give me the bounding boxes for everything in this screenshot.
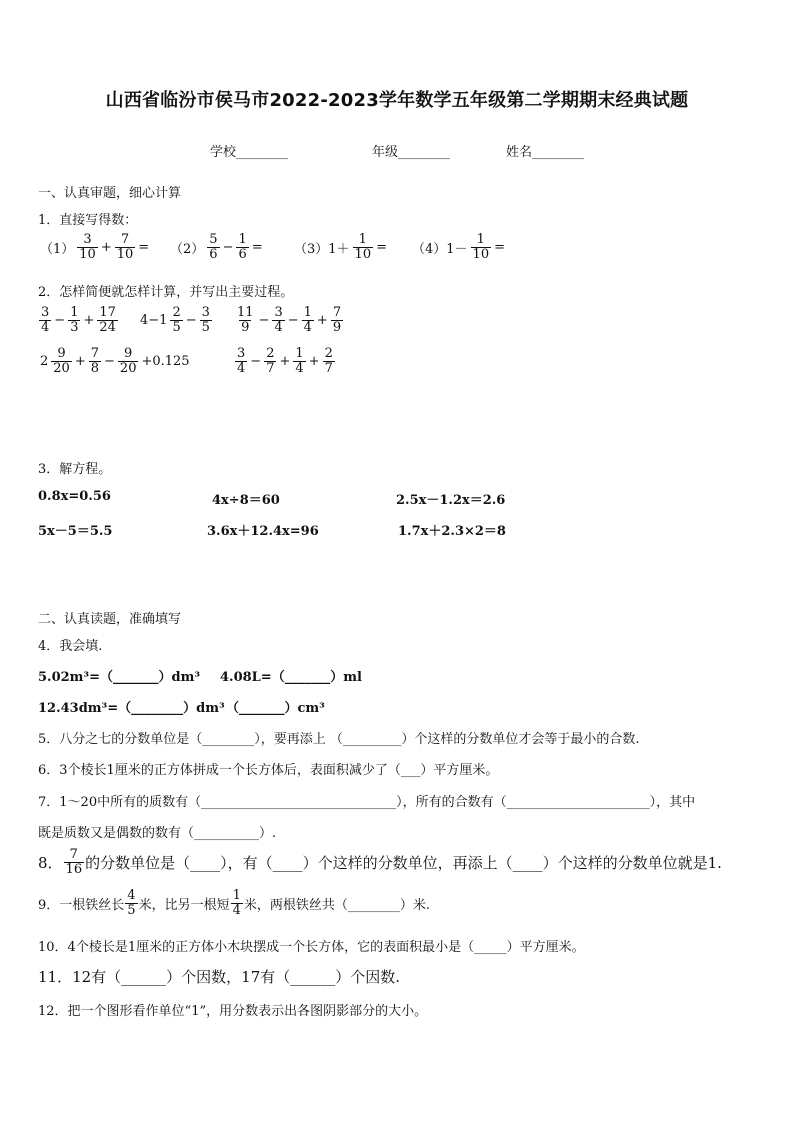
expression-lead: 4−1	[140, 313, 168, 328]
q1-item-prefix: （4）1－	[412, 242, 468, 257]
page-title: 山西省临汾市侯马市2022-2023学年数学五年级第二学期期末经典试题	[105, 90, 689, 111]
question-2-label: 2．怎样简便就怎样计算，并写出主要过程。	[38, 285, 294, 300]
question-8	[38, 848, 722, 877]
q1-item-1	[38, 233, 151, 262]
fraction: $\frac{11}{9}$	[237, 305, 254, 335]
fraction: $\frac{1}{4}$	[232, 888, 241, 918]
fraction: $\frac{9}{20}$	[119, 346, 137, 376]
operator: −	[222, 240, 234, 255]
operator: +	[279, 354, 291, 369]
equals-sign: =	[251, 240, 263, 255]
q2-expression-1	[38, 306, 119, 335]
question-6: 6．3个棱长1厘米的正方体拼成一个长方体后，表面积减少了（___）平方厘米。	[38, 763, 499, 778]
question-10: 10．4个棱长是1厘米的正方体小木块摆成一个长方体，它的表面积最小是（_____）平方厘米。	[38, 940, 585, 955]
q4-fill-1: 5.02m³=（_______）dm³	[38, 670, 201, 685]
expression-lead: 2	[40, 354, 49, 369]
section-heading-1: 一、认真审题，细心计算	[38, 186, 182, 201]
question-9-post: 米，两根铁丝共（________）米.	[243, 898, 430, 913]
question-7-line-2: 既是质数又是偶数的数有（__________）.	[38, 826, 277, 841]
q1-item-prefix: （1）	[40, 242, 75, 257]
q1-item-4	[410, 233, 507, 262]
fraction: $\frac{1}{3}$	[70, 305, 79, 335]
fraction: $\frac{5}{6}$	[209, 232, 218, 262]
fraction: $\frac{3}{4}$	[237, 346, 246, 376]
operator: +	[74, 354, 86, 369]
operator: +	[308, 354, 320, 369]
expression-tail: +0.125	[141, 354, 190, 369]
operator: −	[185, 313, 197, 328]
fraction: $\frac{4}{5}$	[127, 888, 136, 918]
fraction: $\frac{7}{9}$	[332, 305, 342, 335]
fraction: $\frac{3}{5}$	[201, 305, 210, 335]
equals-sign: =	[138, 240, 150, 255]
fraction: $\frac{3}{10}$	[79, 232, 96, 262]
question-8-text: 的分数单位是（____），有（____）个这样的分数单位，再添上（____）个这样的分数单位就是1.	[85, 854, 722, 872]
fraction: $\frac{3}{4}$	[41, 305, 50, 335]
fraction: $\frac{1}{6}$	[238, 232, 247, 262]
fraction: $\frac{1}{10}$	[472, 232, 490, 262]
q4-fill-4: （_______）cm³	[226, 701, 325, 716]
fraction: $\frac{3}{4}$	[274, 305, 283, 335]
fraction: $\frac{7}{16}$	[65, 847, 83, 877]
q2-expression-3	[234, 306, 344, 335]
fraction: $\frac{7}{10}$	[116, 232, 134, 262]
fraction: $\frac{2}{7}$	[266, 346, 275, 376]
equation: 1.7x＋2.3×2＝8	[398, 524, 506, 539]
question-7-line-1: 7．1～20中所有的质数有（______________________________），所有的合数有（______________________），其中	[38, 795, 696, 810]
operator: −	[104, 354, 115, 369]
q4-fill-3: 12.43dm³=（________）dm³	[38, 701, 225, 716]
operator: +	[100, 240, 112, 255]
q2-expression-2	[138, 306, 213, 335]
question-5: 5．八分之七的分数单位是（________），要再添上 （_________）个这样的分数单位才会等于最小的合数.	[38, 732, 640, 747]
fraction: $\frac{17}{24}$	[99, 305, 116, 335]
equals-sign: =	[494, 240, 505, 255]
question-3-label: 3．解方程。	[38, 462, 112, 477]
q1-item-prefix: （3）1＋	[294, 242, 350, 257]
question-4-label: 4．我会填.	[38, 639, 103, 654]
fraction: $\frac{1}{4}$	[303, 305, 312, 335]
fraction: $\frac{1}{4}$	[295, 346, 304, 376]
equation: 3.6x＋12.4x=96	[207, 524, 319, 539]
school-field[interactable]: 学校________	[210, 145, 289, 160]
question-12: 12．把一个图形看作单位“1”，用分数表示出各图阴影部分的大小。	[38, 1004, 428, 1019]
equation: 4x÷8＝60	[212, 493, 280, 508]
fraction: $\frac{7}{8}$	[90, 346, 100, 376]
name-field[interactable]: 姓名________	[506, 145, 585, 160]
operator: −	[258, 313, 270, 328]
operator: −	[287, 313, 299, 328]
question-9-pre: 9．一根铁丝长	[38, 898, 125, 913]
grade-field[interactable]: 年级________	[372, 145, 451, 160]
fraction: $\frac{9}{20}$	[53, 346, 70, 376]
fraction: $\frac{2}{5}$	[172, 305, 181, 335]
question-1-label: 1．直接写得数：	[38, 213, 138, 228]
q2-expression-4	[38, 347, 192, 376]
q1-item-prefix: （2）	[170, 242, 205, 257]
section-heading-2: 二、认真读题，准确填写	[38, 612, 182, 627]
q2-expression-5	[234, 347, 336, 376]
q1-item-2	[168, 233, 265, 262]
equation: 2.5x－1.2x＝2.6	[396, 493, 506, 508]
operator: +	[316, 313, 328, 328]
operator: −	[54, 313, 66, 328]
operator: +	[83, 313, 95, 328]
q1-item-3	[292, 233, 389, 262]
question-11: 11．12有（______）个因数，17有（______）个因数.	[38, 968, 401, 986]
operator: −	[250, 354, 262, 369]
question-number: 8．	[38, 854, 63, 872]
equation: 5x－5＝5.5	[38, 524, 113, 539]
fraction: $\frac{1}{10}$	[354, 232, 372, 262]
question-9-mid: 米，比另一根短	[138, 898, 230, 913]
question-9	[38, 889, 430, 918]
equation: 0.8x=0.56	[38, 489, 111, 504]
q4-fill-2: 4.08L=（_______）ml	[220, 670, 362, 685]
equals-sign: =	[376, 240, 387, 255]
fraction: $\frac{2}{7}$	[324, 346, 333, 376]
